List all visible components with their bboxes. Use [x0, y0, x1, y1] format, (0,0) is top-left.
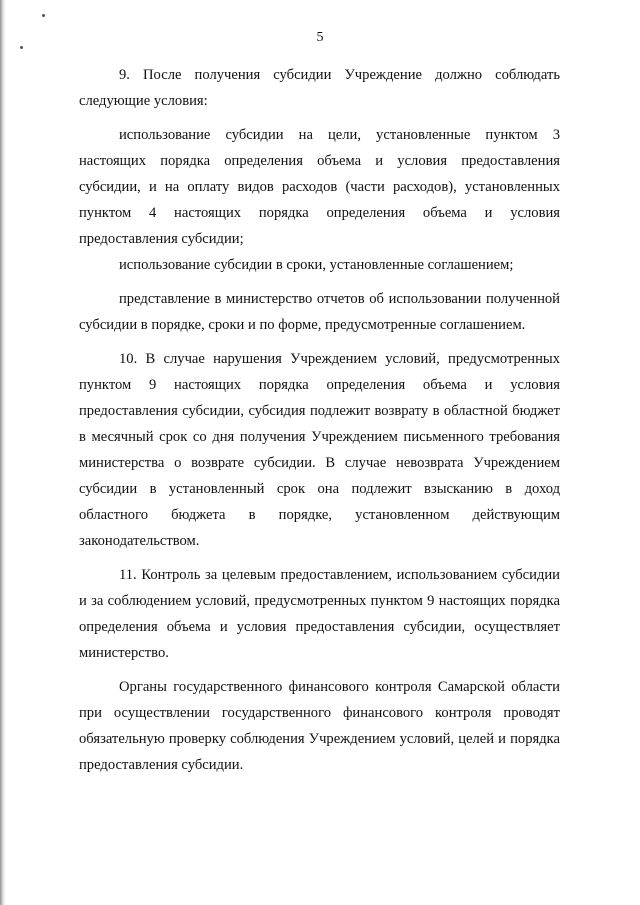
- scan-edge: [0, 0, 6, 905]
- paragraph-9-condition-3: представление в министерство отчетов об использовании полученной субсидии в порядке, сроки и по форме, предусмотренные соглашением.: [79, 291, 560, 333]
- scan-speck: [42, 14, 45, 17]
- page-number: 5: [316, 30, 324, 45]
- paragraph-11: 11. Контроль за целевым предоставлением, использованием субсидии и за соблюдением условий, предусмотренных пунктом 9 настоящих порядка определения объема и условия предоставления субсидии, осуществляет министерство.: [79, 567, 560, 661]
- paragraph-control-bodies: Органы государственного финансового контроля Самарской области при осуществлении государственного финансового контроля проводят обязательную проверку соблюдения Учреждением условий, целей и порядка предоставления субсидии.: [79, 679, 560, 773]
- paragraph-9-condition-2: использование субсидии в сроки, установленные соглашением;: [119, 257, 514, 273]
- paragraph-10: 10. В случае нарушения Учреждением условий, предусмотренных пунктом 9 настоящих порядка определения объема и условия предоставления субсидии, субсидия подлежит возврату в областной бюджет в месячный срок со дня получения Учреждением письменного требования министерства о возврате субсидии. В случае невозврата Учреждением субсидии в установленный срок она подлежит взысканию в доход областного бюджета в порядке, установленном действующим законодательством.: [79, 351, 560, 549]
- paragraph-9: 9. После получения субсидии Учреждение должно соблюдать следующие условия:: [79, 67, 560, 109]
- scan-speck: [20, 46, 23, 49]
- paragraph-9-condition-1: использование субсидии на цели, установленные пунктом 3 настоящих порядка определения объема и условия предоставления субсидии, и на оплату видов расходов (части расходов), установленных пунктом 4 настоящих порядка определения объема и условия предоставления субсидии;: [79, 127, 560, 247]
- document-body: [79, 62, 560, 778]
